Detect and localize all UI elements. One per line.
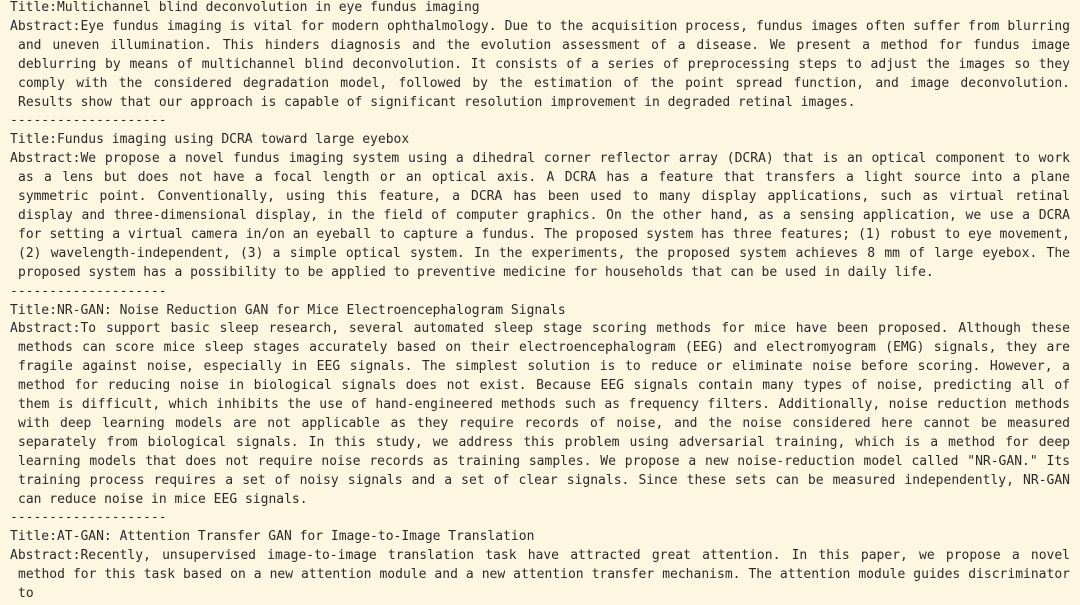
abstract-prefix: Abstract:	[10, 321, 81, 337]
paper-title-line	[10, 0, 1070, 18]
paper-abstract	[10, 547, 1070, 604]
paper-abstract	[10, 320, 1070, 509]
abstract-text: To support basic sleep research, several automated sleep stage scoring methods for mice have been proposed. Although these methods can score mice sleep stages accurately based on their electroencephalogram (EEG) and electromyogram (EMG) signals, they are fragile against noise, especially in EEG signals. The simplest solution is to reduce or eliminate noise before scoring. However, a method for reducing noise in biological signals does not exist. Because EEG signals contain many types of noise, predicting all of them is difficult, which inhibits the use of hand-engineered methods such as frequency filters. Additionally, noise reduction methods with deep learning models are not applicable as they require records of noise, and the noise considered here cannot be measured separately from biological signals. In this study, we address this problem using adversarial training, which is a method for deep learning models that does not require noise records as training samples. We propose a new noise-reduction model called "NR-GAN." Its training process requires a set of noisy signals and a set of clear signals. Since these sets can be measured independently, NR-GAN can reduce noise in mice EEG signals.	[18, 321, 1070, 507]
paper-entry-1	[10, 0, 1070, 131]
entry-divider: --------------------	[10, 283, 167, 299]
abstract-prefix: Abstract:	[10, 151, 81, 167]
paper-title: AT-GAN: Attention Transfer GAN for Image-to-Image Translation	[56, 529, 535, 545]
abstract-prefix: Abstract:	[10, 18, 81, 34]
abstract-text: Recently, unsupervised image-to-image translation task have attracted great attention. In this paper, we propose a novel method for this task based on a new attention module and a new attention transfer mechanism. The attention module guides discriminator to	[18, 548, 1070, 602]
abstract-text: Eye fundus imaging is vital for modern ophthalmology. Due to the acquisition process, fundus images often suffer from blurring and uneven illumination. This hinders diagnosis and the evolution assessment of a disease. We present a method for fundus image deblurring by means of multichannel blind deconvolution. It consists of a series of preprocessing steps to adjust the images so they comply with the considered degradation model, followed by the estimation of the point spread function, and image deconvolution. Results show that our approach is capable of significant resolution improvement in degraded retinal images.	[18, 18, 1070, 110]
abstract-prefix: Abstract:	[10, 548, 81, 564]
entry-divider: --------------------	[10, 113, 167, 129]
paper-title-line	[10, 302, 1070, 321]
title-prefix: Title:	[10, 132, 57, 148]
paper-title-line	[10, 528, 1070, 547]
title-prefix: Title:	[10, 0, 57, 15]
paper-title: Fundus imaging using DCRA toward large eyebox	[56, 132, 410, 148]
paper-entry-2	[10, 131, 1070, 301]
paper-entry-3	[10, 302, 1070, 529]
title-prefix: Title:	[10, 302, 57, 318]
paper-entry-4	[10, 528, 1070, 604]
paper-abstract	[10, 18, 1070, 113]
paper-title-line	[10, 131, 1070, 150]
paper-abstract	[10, 150, 1070, 282]
paper-title: Multichannel blind deconvolution in eye fundus imaging	[56, 0, 480, 15]
paper-title: NR-GAN: Noise Reduction GAN for Mice Electroencephalogram Signals	[56, 302, 566, 318]
entry-divider: --------------------	[10, 510, 167, 526]
title-prefix: Title:	[10, 529, 57, 545]
abstract-text: We propose a novel fundus imaging system using a dihedral corner reflector array (DCRA) that is an optical component to work as a lens but does not have a focal length or an optical axis. A DCRA has a feature that transfers a light source into a plane symmetric point. Conventionally, using this feature, a DCRA has been used to many display applications, such as virtual retinal display and three-dimensional display, in the field of computer graphics. On the other hand, as a sensing application, we use a DCRA for setting a virtual camera in/on an eyeball to capture a fundus. The proposed system has three features; (1) robust to eye movement, (2) wavelength-independent, (3) a simple optical system. In the experiments, the proposed system achieves 8 mm of large eyebox. The proposed system has a possibility to be applied to preventive medicine for households that can be used in daily life.	[18, 151, 1070, 280]
